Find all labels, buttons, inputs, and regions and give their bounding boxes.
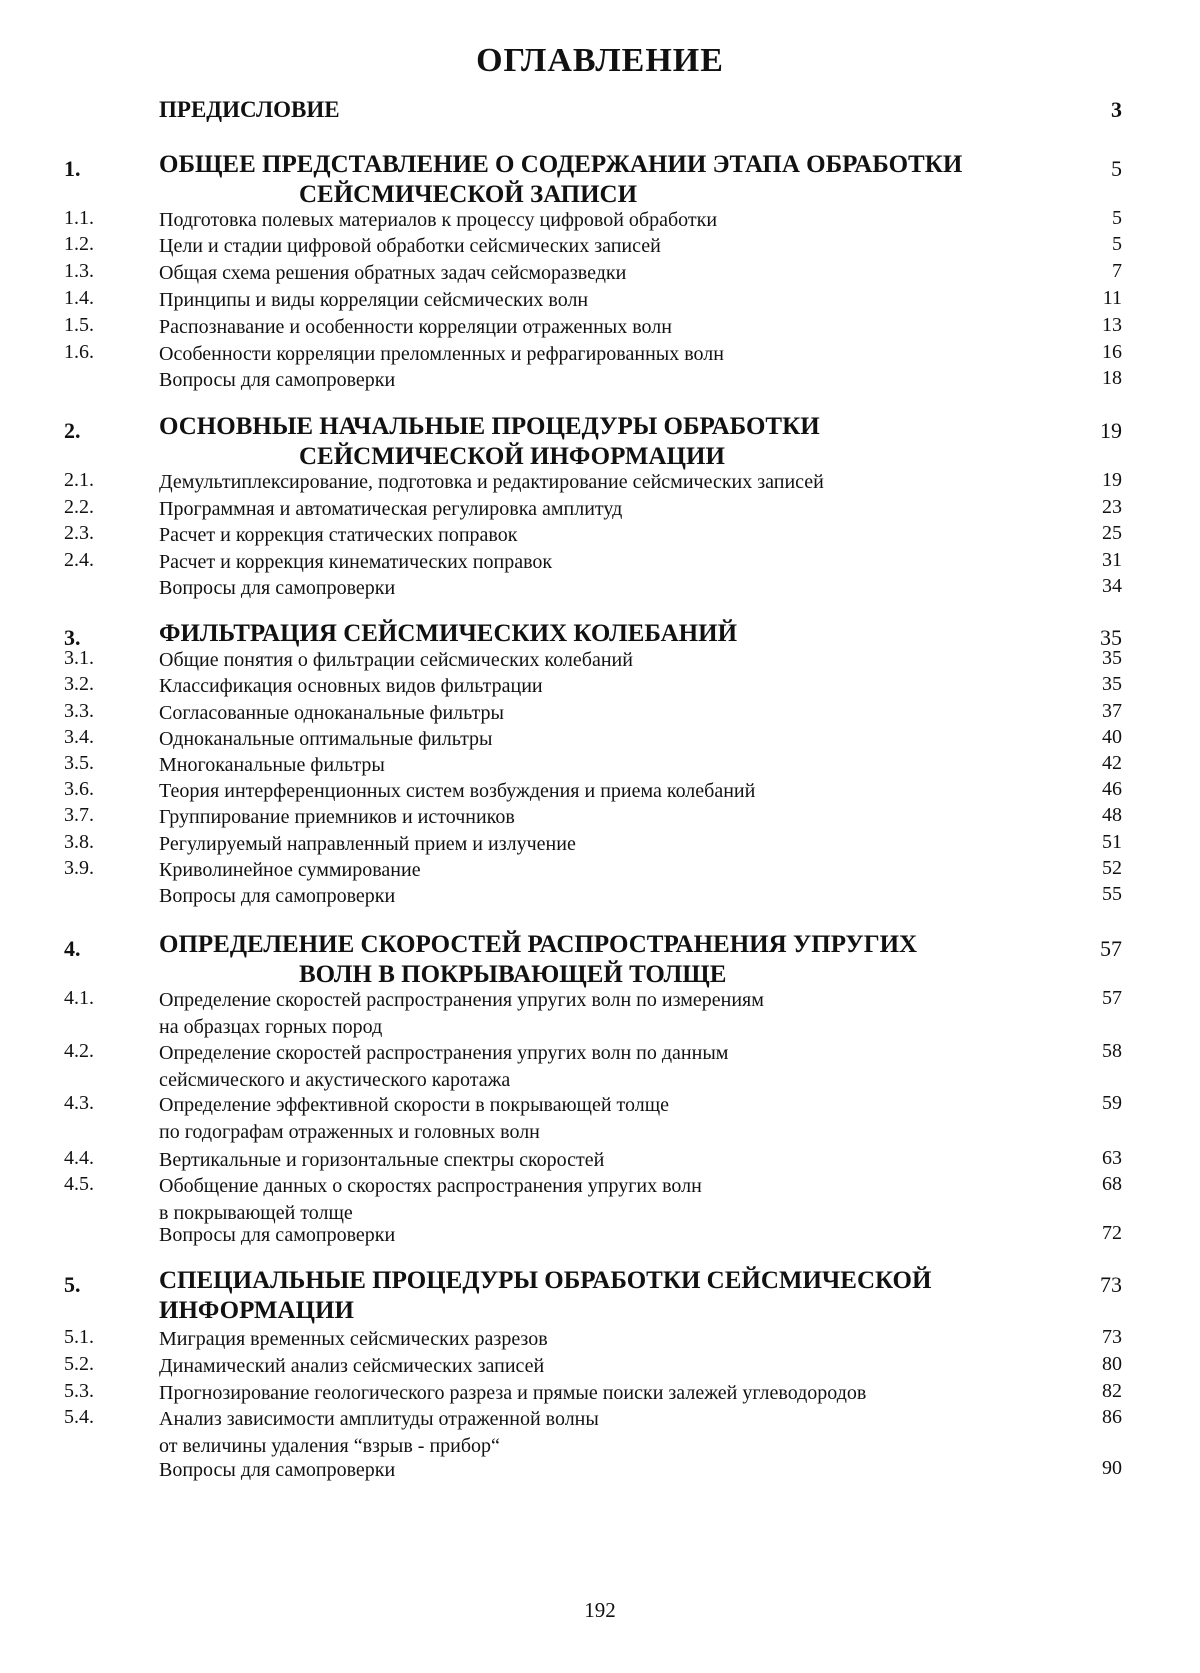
section-number: 2.2. [64,496,94,518]
section-number: 3.8. [64,831,94,853]
section-page: 52 [1102,857,1122,879]
section-number: 1.2. [64,233,94,255]
section-title-line2: по годографам отраженных и головных волн [159,1121,540,1143]
section-page: 57 [1102,987,1122,1009]
section-title-line2: на образцах горных пород [159,1016,383,1038]
section-title-line1: Вопросы для самопроверки [159,1224,396,1246]
section-page: 68 [1102,1173,1122,1195]
section-number: 2.3. [64,522,94,544]
chapter-title-line1: ОПРЕДЕЛЕНИЕ СКОРОСТЕЙ РАСПРОСТРАНЕНИЯ УПРУГИХ [159,931,918,958]
section-title-line1: Прогнозирование геологического разреза и прямые поиски залежей углеводородов [159,1382,867,1404]
section-title-line1: Вопросы для самопроверки [159,885,396,907]
section-page: 35 [1102,673,1122,695]
section-title-line1: Одноканальные оптимальные фильтры [159,728,493,750]
chapter-title [159,619,1059,649]
section-title [159,207,1059,234]
section-title-line1: Распознавание и особенности корреляции отраженных волн [159,316,672,338]
section-number: 1.5. [64,314,94,336]
chapter-title-line1: ОБЩЕЕ ПРЕДСТАВЛЕНИЕ О СОДЕРЖАНИИ ЭТАПА ОБРАБОТКИ [159,151,963,178]
section-number: 3.7. [64,804,94,826]
section-page: 11 [1102,287,1122,309]
chapter-page: 19 [1100,418,1122,443]
section-title [159,857,1059,884]
section-title [159,260,1059,287]
section-title-line1: Подготовка полевых материалов к процессу цифровой обработки [159,209,718,231]
section-title [159,233,1059,260]
section-page: 73 [1102,1326,1122,1348]
section-title [159,1457,1059,1484]
preface-title: ПРЕДИСЛОВИЕ [159,97,340,122]
section-title [159,496,1059,523]
section-title-line1: Регулируемый направленный прием и излучение [159,833,576,855]
section-page: 58 [1102,1040,1122,1062]
section-title-line1: Вопросы для самопроверки [159,577,396,599]
section-title [159,287,1059,314]
chapter-title [159,930,1059,990]
chapter-title [159,1266,1059,1326]
section-title-line1: Определение скоростей распространения упругих волн по измерениям [159,989,764,1011]
section-number: 2.1. [64,469,94,491]
section-number: 5.4. [64,1406,94,1428]
section-page: 37 [1102,700,1122,722]
section-title [159,314,1059,341]
section-title [159,700,1059,727]
section-title [159,778,1059,805]
section-title [159,575,1059,602]
section-page: 72 [1102,1222,1122,1244]
section-title [159,752,1059,779]
section-number: 4.4. [64,1147,94,1169]
section-number: 3.1. [64,647,94,669]
section-number: 3.4. [64,726,94,748]
section-number: 4.2. [64,1040,94,1062]
section-title [159,1092,1059,1146]
section-page: 5 [1112,233,1122,255]
section-number: 3.9. [64,857,94,879]
section-page: 63 [1102,1147,1122,1169]
section-title [159,522,1059,549]
section-title-line1: Динамический анализ сейсмических записей [159,1355,545,1377]
section-title [159,1173,1059,1227]
section-page: 19 [1102,469,1122,491]
section-title-line1: Цели и стадии цифровой обработки сейсмических записей [159,235,661,257]
section-number: 1.4. [64,287,94,309]
section-title-line2: сейсмического и акустического каротажа [159,1069,511,1091]
chapter-number: 3. [64,625,81,650]
section-title-line1: Особенности корреляции преломленных и рефрагированных волн [159,343,724,365]
chapter-number: 1. [64,156,81,181]
section-title [159,549,1059,576]
section-title-line1: Многоканальные фильтры [159,754,385,776]
section-number: 3.5. [64,752,94,774]
section-title [159,1380,1059,1407]
section-page: 55 [1102,883,1122,905]
section-title [159,1147,1059,1174]
chapter-title-line1: ОСНОВНЫЕ НАЧАЛЬНЫЕ ПРОЦЕДУРЫ ОБРАБОТКИ [159,413,820,440]
section-title [159,469,1059,496]
section-page: 42 [1102,752,1122,774]
section-title-line1: Группирование приемников и источников [159,806,515,828]
section-title [159,1406,1059,1460]
chapter-page: 5 [1111,156,1122,181]
section-title [159,883,1059,910]
section-title [159,341,1059,368]
section-title-line1: Определение эффективной скорости в покрывающей толще [159,1094,669,1116]
section-title-line1: Определение скоростей распространения упругих волн по данным [159,1042,729,1064]
section-title-line1: Классификация основных видов фильтрации [159,675,543,697]
chapter-number: 5. [64,1272,81,1297]
section-title-line1: Анализ зависимости амплитуды отраженной волны [159,1408,599,1430]
section-page: 31 [1102,549,1122,571]
section-title-line1: Демультиплексирование, подготовка и редактирование сейсмических записей [159,471,824,493]
section-page: 82 [1102,1380,1122,1402]
section-page: 25 [1102,522,1122,544]
section-number: 3.2. [64,673,94,695]
section-number: 5.1. [64,1326,94,1348]
page-title: ОГЛАВЛЕНИЕ [476,42,724,79]
section-title [159,1222,1059,1249]
section-title [159,726,1059,753]
section-page: 59 [1102,1092,1122,1114]
section-number: 3.3. [64,700,94,722]
section-page: 13 [1102,314,1122,336]
section-page: 40 [1102,726,1122,748]
section-title [159,367,1059,394]
chapter-title [159,412,1059,472]
chapter-number: 4. [64,936,81,961]
section-page: 34 [1102,575,1122,597]
section-title [159,1040,1059,1094]
page-number: 192 [584,1598,616,1622]
section-title-line1: Вертикальные и горизонтальные спектры скоростей [159,1149,605,1171]
section-title [159,987,1059,1041]
section-title-line1: Согласованные одноканальные фильтры [159,702,504,724]
section-title [159,647,1059,674]
section-title-line1: Криволинейное суммирование [159,859,421,881]
section-title-line1: Расчет и коррекция кинематических поправок [159,551,553,573]
section-title [159,673,1059,700]
section-title-line1: Общая схема решения обратных задач сейсморазведки [159,262,627,284]
section-page: 48 [1102,804,1122,826]
section-number: 3.6. [64,778,94,800]
preface-page: 3 [1111,97,1122,122]
section-number: 1.3. [64,260,94,282]
chapter-title-line2: СЕЙСМИЧЕСКОЙ ЗАПИСИ [299,181,638,208]
section-title [159,1353,1059,1380]
section-number: 5.3. [64,1380,94,1402]
chapter-title-line2: ВОЛН В ПОКРЫВАЮЩЕЙ ТОЛЩЕ [299,961,727,988]
chapter-page: 57 [1100,936,1122,961]
chapter-page: 35 [1100,625,1122,650]
section-page: 23 [1102,496,1122,518]
section-number: 1.6. [64,341,94,363]
section-page: 35 [1102,647,1122,669]
chapter-title [159,150,1059,210]
section-number: 2.4. [64,549,94,571]
section-title [159,1326,1059,1353]
section-page: 46 [1102,778,1122,800]
chapter-title-line2: ИНФОРМАЦИИ [159,1297,354,1324]
section-title-line1: Общие понятия о фильтрации сейсмических колебаний [159,649,633,671]
section-number: 4.5. [64,1173,94,1195]
chapter-title-line1: ФИЛЬТРАЦИЯ СЕЙСМИЧЕСКИХ КОЛЕБАНИЙ [159,620,738,647]
chapter-page: 73 [1100,1272,1122,1297]
section-number: 4.1. [64,987,94,1009]
section-page: 18 [1102,367,1122,389]
section-title-line2: в покрывающей толще [159,1202,353,1224]
section-title-line1: Программная и автоматическая регулировка амплитуд [159,498,623,520]
section-title [159,804,1059,831]
section-number: 4.3. [64,1092,94,1114]
chapter-title-line2: СЕЙСМИЧЕСКОЙ ИНФОРМАЦИИ [299,443,725,470]
section-page: 7 [1112,260,1122,282]
section-page: 86 [1102,1406,1122,1428]
section-title [159,831,1059,858]
section-title-line1: Теория интерференционных систем возбуждения и приема колебаний [159,780,756,802]
chapter-title-line1: СПЕЦИАЛЬНЫЕ ПРОЦЕДУРЫ ОБРАБОТКИ СЕЙСМИЧЕСКОЙ [159,1267,932,1294]
section-title-line1: Миграция временных сейсмических разрезов [159,1328,548,1350]
section-title-line1: Обобщение данных о скоростях распространения упругих волн [159,1175,702,1197]
section-title-line1: Вопросы для самопроверки [159,369,396,391]
section-page: 51 [1102,831,1122,853]
section-page: 16 [1102,341,1122,363]
section-page: 90 [1102,1457,1122,1479]
section-number: 5.2. [64,1353,94,1375]
section-page: 80 [1102,1353,1122,1375]
section-title-line1: Принципы и виды корреляции сейсмических волн [159,289,589,311]
chapter-number: 2. [64,418,81,443]
section-page: 5 [1112,207,1122,229]
section-number: 1.1. [64,207,94,229]
section-title-line1: Расчет и коррекция статических поправок [159,524,518,546]
section-title-line2: от величины удаления “взрыв - прибор“ [159,1435,500,1457]
section-title-line1: Вопросы для самопроверки [159,1459,396,1481]
